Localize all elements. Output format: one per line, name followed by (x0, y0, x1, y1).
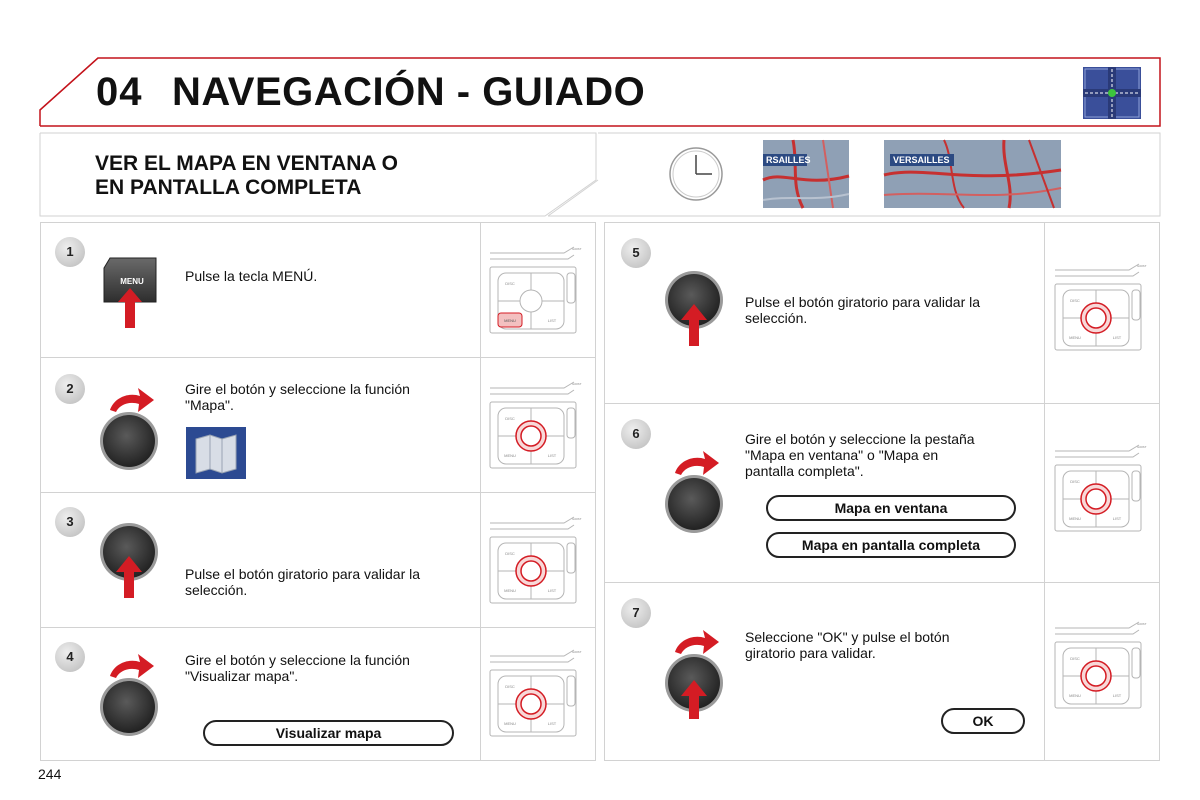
section-title (95, 152, 515, 200)
svg-text:G00ST: G00ST (572, 247, 582, 251)
step-6-text-line3: pantalla completa". (745, 463, 864, 479)
svg-text:DISC: DISC (505, 416, 515, 421)
svg-text:LIST: LIST (1112, 335, 1122, 340)
svg-text:DISC: DISC (1070, 656, 1080, 661)
svg-text:MENU: MENU (504, 318, 516, 323)
chapter-number: 04 (96, 70, 143, 114)
radio-console-knob-highlight (488, 380, 582, 472)
step-4-text-line1: Gire el botón y seleccione la función (185, 652, 410, 668)
step-4-text-line2: "Visualizar mapa". (185, 668, 299, 684)
svg-text:MENU: MENU (1069, 335, 1081, 340)
step-2-text-line1: Gire el botón y seleccione la función (185, 381, 410, 397)
step-5-text-line2: selección. (745, 310, 808, 326)
step-3-text (185, 566, 420, 598)
mapa-en-ventana-button[interactable]: Mapa en ventana (766, 495, 1016, 521)
map-window-thumbnail (763, 140, 849, 208)
svg-text:G00ST: G00ST (572, 517, 582, 521)
svg-text:G00ST: G00ST (1137, 445, 1147, 449)
svg-text:MENU: MENU (1069, 516, 1081, 521)
step-2-text-line2: "Mapa". (185, 397, 234, 413)
step-6-text (745, 431, 975, 479)
radio-console-knob-highlight (1053, 262, 1147, 354)
radio-console-knob-highlight (488, 515, 582, 607)
svg-text:LIST: LIST (547, 588, 557, 593)
radio-console-menu-highlight (488, 245, 582, 337)
svg-text:MENU: MENU (1069, 693, 1081, 698)
rotary-knob-press-icon (98, 520, 162, 600)
step-number-2: 2 (55, 374, 85, 404)
svg-text:MENU: MENU (504, 721, 516, 726)
map-function-icon (186, 427, 246, 479)
menu-key-label: MENU (120, 277, 144, 286)
map-small-label: RSAILLES (766, 155, 811, 165)
svg-text:LIST: LIST (547, 453, 557, 458)
svg-text:G00ST: G00ST (572, 382, 582, 386)
map-large-label: VERSAILLES (893, 155, 950, 165)
svg-text:LIST: LIST (547, 721, 557, 726)
menu-key-icon (100, 254, 162, 330)
rotary-knob-rotate-icon (663, 443, 727, 535)
step-5-text-line1: Pulse el botón giratorio para validar la (745, 294, 981, 310)
step-number-1: 1 (55, 237, 85, 267)
column-divider-right (1044, 222, 1045, 761)
column-divider (480, 222, 481, 761)
step-7-text-line1: Seleccione "OK" y pulse el botón (745, 629, 950, 645)
step-7-text (745, 629, 950, 661)
svg-text:MENU: MENU (504, 588, 516, 593)
step-3-text-line1: Pulse el botón giratorio para validar la (185, 566, 421, 582)
step-3-text-line2: selección. (185, 582, 248, 598)
rotary-knob-rotate-press-icon (663, 622, 727, 720)
svg-text:MENU: MENU (504, 453, 516, 458)
map-fullscreen-thumbnail (884, 140, 1061, 208)
svg-text:DISC: DISC (1070, 298, 1080, 303)
svg-text:LIST: LIST (1112, 516, 1122, 521)
step-5-text (745, 294, 980, 326)
svg-text:G00ST: G00ST (572, 650, 582, 654)
step-7-text-line2: giratorio para validar. (745, 645, 876, 661)
svg-text:G00ST: G00ST (1137, 264, 1147, 268)
radio-console-knob-highlight (488, 648, 582, 740)
chapter-title: NAVEGACIÓN - GUIADO (172, 70, 646, 114)
step-1-text: Pulse la tecla MENÚ. (185, 268, 318, 284)
svg-text:LIST: LIST (547, 318, 557, 323)
radio-console-knob-highlight (1053, 443, 1147, 535)
step-number-3: 3 (55, 507, 85, 537)
svg-text:DISC: DISC (505, 551, 515, 556)
svg-text:DISC: DISC (505, 281, 515, 286)
radio-console-knob-highlight (1053, 620, 1147, 712)
section-title-line1: VER EL MAPA EN VENTANA O (95, 152, 398, 175)
rotary-knob-rotate-icon (98, 380, 162, 472)
svg-text:DISC: DISC (505, 684, 515, 689)
svg-text:LIST: LIST (1112, 693, 1122, 698)
visualizar-mapa-button[interactable]: Visualizar mapa (203, 720, 454, 746)
step-6-text-line1: Gire el botón y seleccione la pestaña (745, 431, 975, 447)
svg-text:G00ST: G00ST (1137, 622, 1147, 626)
step-number-6: 6 (621, 419, 651, 449)
svg-text:DISC: DISC (1070, 479, 1080, 484)
step-6-text-line2: "Mapa en ventana" o "Mapa en (745, 447, 939, 463)
rotary-knob-press-icon (663, 268, 727, 348)
section-title-line2: EN PANTALLA COMPLETA (95, 176, 362, 199)
rotary-knob-rotate-icon (98, 646, 162, 738)
step-number-7: 7 (621, 598, 651, 628)
clock-icon (668, 146, 724, 202)
mapa-en-pantalla-completa-button[interactable]: Mapa en pantalla completa (766, 532, 1016, 558)
step-number-4: 4 (55, 642, 85, 672)
step-2-text (185, 381, 410, 413)
ok-button[interactable]: OK (941, 708, 1025, 734)
step-number-5: 5 (621, 238, 651, 268)
page-number: 244 (38, 766, 62, 782)
step-4-text (185, 652, 410, 684)
